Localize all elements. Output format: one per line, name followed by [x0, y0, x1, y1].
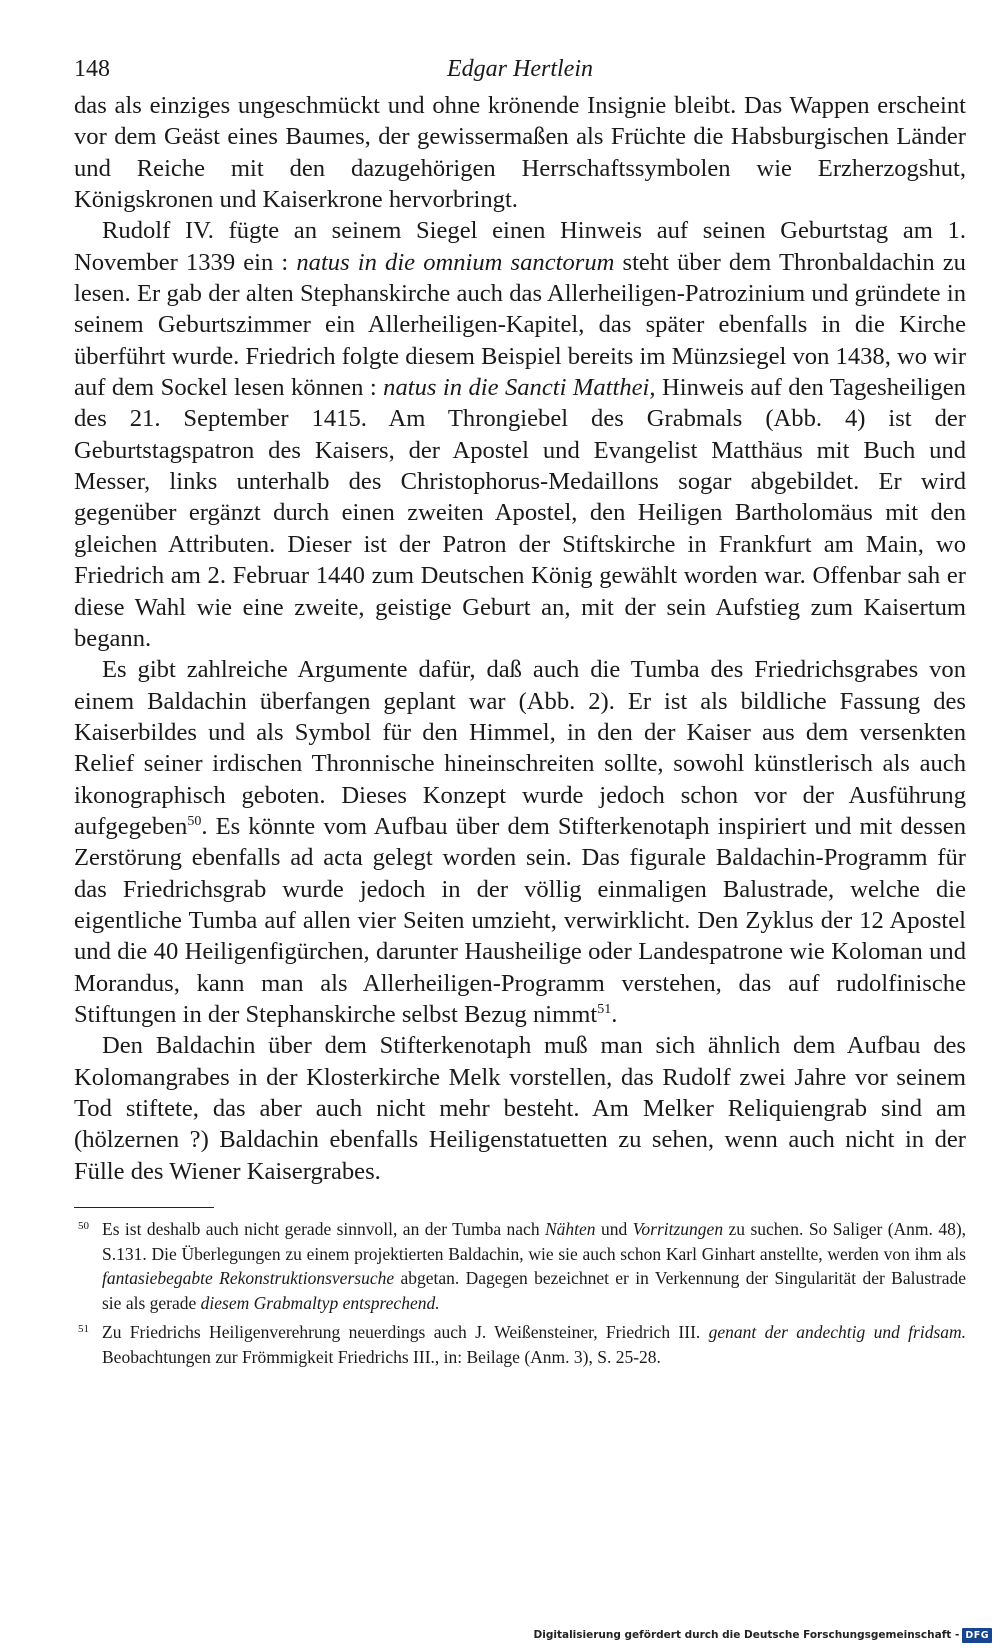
paragraph-1: das als einziges ungeschmückt und ohne krönende Insignie bleibt. Das Wappen erscheint vor dem Geäst eines Baumes, der gewissermaßen als Früchte die Habsburgischen Länder und Reiche mit den dazugehörigen Herrschaftssymbolen wie Erzherzogshut, Königskronen und Kaiserkrone hervorbringt.	[74, 92, 966, 214]
footnote-text: Beobachtungen zur Frömmigkeit Friedrichs III., in: Beilage (Anm. 3), S. 25-28.	[102, 1347, 661, 1367]
running-title: Edgar Hertlein	[447, 56, 593, 82]
paragraph-3	[74, 654, 966, 1030]
footnotes	[74, 1217, 966, 1370]
page-number: 148	[74, 56, 110, 82]
body-text	[74, 90, 966, 1187]
footnote-italic: diesem Grabmaltyp entsprechend.	[200, 1292, 440, 1313]
p3-text-c: .	[611, 1000, 618, 1028]
footnote-text: abgetan. Dagegen bezeichnet er in Verkennung der Singularität der Balustrade sie als gerade	[102, 1268, 966, 1313]
footnote-51	[74, 1320, 966, 1369]
running-header	[74, 50, 966, 90]
footnote-50	[74, 1217, 966, 1315]
p2-italic-2: natus in die Sancti Matthei,	[383, 374, 656, 402]
p3-text-a: Es gibt zahlreiche Argumente dafür, daß auch die Tumba des Friedrichsgrabes von einem Baldachin überfangen geplant war (Abb. 2). Er ist als bildliche Fassung des Kaiserbildes und als Symbol für den Himmel, in den der Kaiser aus dem versenkten Relief seiner irdischen Thronnische hineinschreiten sollte, sowohl künstlerisch als auch ikonographisch geboten. Dieses Konzept wurde jedoch schon vor der Ausführung aufgegeben	[74, 656, 966, 840]
footnote-italic: Nähten	[545, 1219, 596, 1240]
p2-italic-1: natus in die omnium sanctorum	[296, 248, 615, 276]
footnote-text: zu suchen. So Saliger (Anm. 48), S.131. Die Überlegungen zu einem projektierten Baldachin, wie sie auch schon Karl Ginhart anstellte, werden von ihm als	[102, 1219, 967, 1264]
footnote-text: Es ist deshalb auch nicht gerade sinnvoll, an der Tumba nach	[102, 1219, 540, 1240]
footnote-italic: genant der andechtig und fridsam.	[708, 1322, 967, 1343]
paragraph-2	[74, 215, 966, 654]
paragraph-4: Den Baldachin über dem Stifterkenotaph muß man sich ähnlich dem Aufbau des Kolomangrabes in der Klosterkirche Melk vorstellen, das Rudolf zwei Jahre vor seinem Tod stiftete, das aber auch nicht mehr besteht. Am Melker Reliquiengrab sind am (hölzernen ?) Baldachin ebenfalls Heiligenstatuetten zu sehen, wenn auch nicht in der Fülle des Wiener Kaisergrabes.	[74, 1032, 966, 1185]
footnote-ref-50[interactable]: 50	[187, 813, 202, 829]
footnote-text: Zu Friedrichs Heiligenverehrung neuerdings auch J. Weißensteiner, Friedrich III.	[102, 1322, 701, 1343]
footnote-ref-51[interactable]: 51	[597, 1001, 612, 1017]
dfg-logo: DFG	[962, 1628, 992, 1643]
p2-text-c: Hinweis auf den Tagesheiligen des 21. September 1415. Am Throngiebel des Grabmals (Abb. 4) ist der Geburtstagspatron des Kaisers, der Apostel und Evangelist Matthäus mit Buch und Messer, links unterhalb des Christophorus-Medaillons sogar abgebildet. Er wird gegenüber ergänzt durch einen zweiten Apostel, den Heiligen Bartholomäus mit den gleichen Attributen. Dieser ist der Patron der Stiftskirche in Frankfurt am Main, wo Friedrich am 2. Februar 1440 zum Deutschen König gewählt worden war. Offenbar sah er diese Wahl wie eine zweite, geistige Geburt an, mit der sein Aufstieg zum Kaisertum begann.	[74, 374, 966, 652]
p2-text-a: Rudolf IV. fügte an seinem Siegel einen Hinweis auf seinen Geburtstag am 1. November 1339 ein :	[74, 217, 966, 276]
p2-text-b: steht über dem Thronbaldachin zu lesen. Er gab der alten Stephanskirche auch das Allerheiligen-Patrozinium und gründete in seinem Geburtszimmer ein Allerheiligen-Kapitel, das später ebenfalls in die Kirche überführt wurde. Friedrich folgte diesem Beispiel bereits im Münzsiegel von 1438, wo wir auf dem Sockel lesen können :	[74, 248, 967, 402]
footnote-italic: fantasiebegabte Rekonstruktionsversuche	[102, 1268, 395, 1289]
footnote-text: und	[600, 1219, 628, 1240]
footnote-divider	[74, 1207, 214, 1208]
footnote-italic: Vorritzungen	[632, 1219, 724, 1240]
footnote-number: 51	[78, 1323, 89, 1336]
p3-text-b: . Es könnte vom Aufbau über dem Stifterkenotaph inspiriert und mit dessen Zerstörung ebenfalls ad acta gelegt worden sein. Das figurale Baldachin-Programm für das Friedrichsgrab wurde jedoch in der völlig einmaligen Balustrade, welche die eigentliche Tumba auf allen vier Seiten umzieht, verwirklicht. Den Zyklus der 12 Apostel und die 40 Heiligenfigürchen, darunter Hausheilige oder Landespatrone wie Koloman und Morandus, kann man als Allerheiligen-Programm verstehen, das auf rudolfinische Stiftungen in der Stephanskirche selbst Bezug nimmt	[74, 812, 966, 1028]
footnote-number: 50	[78, 1220, 89, 1233]
page	[74, 50, 966, 1375]
digitization-credit	[534, 1625, 992, 1645]
credit-text: Digitalisierung gefördert durch die Deutsche Forschungsgemeinschaft -	[533, 1629, 960, 1641]
